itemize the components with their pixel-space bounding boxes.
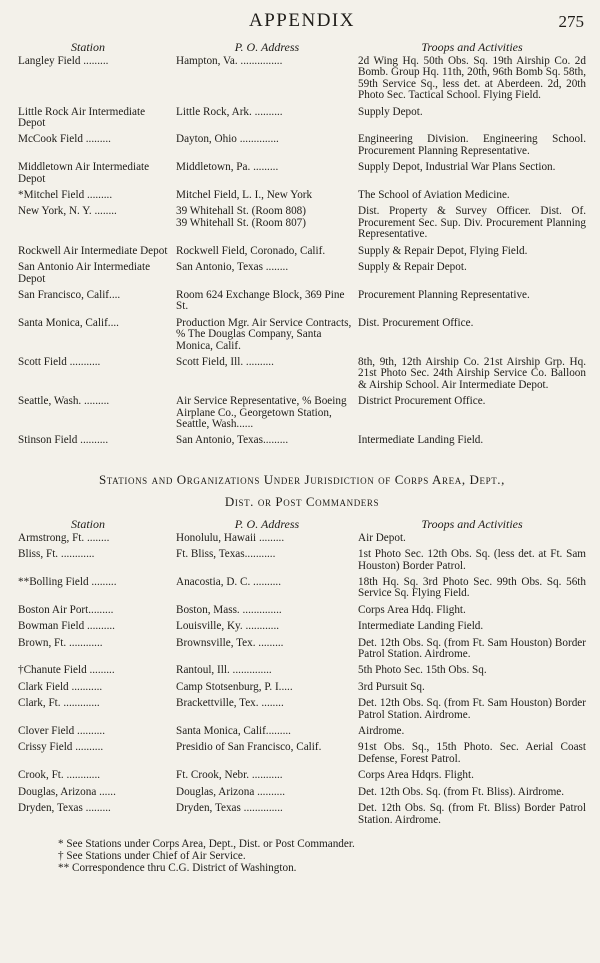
- activities-cell: Det. 12th Obs. Sq. (from Ft. Sam Houston) Border Patrol Station. Airdrome.: [358, 697, 586, 721]
- footnote: † See Stations under Chief of Air Service.: [58, 849, 246, 862]
- activities-cell: Supply & Repair Depot.: [358, 261, 467, 274]
- activities-cell: Procurement Planning Representative.: [358, 288, 530, 301]
- address-cell: Hampton, Va. ...............: [176, 55, 283, 67]
- address-cell: Honolulu, Hawaii .........: [176, 531, 285, 544]
- address-cell: Ft. Crook, Nebr. ...........: [176, 769, 283, 782]
- activities-cell: Corps Area Hdq. Flight.: [358, 603, 466, 616]
- address-cell: Brownsville, Tex. .........: [176, 636, 284, 649]
- activities-cell: Engineering Division. Engineering School. Procurement Planning Representative.: [358, 133, 586, 157]
- activities-cell: 5th Photo Sec. 15th Obs. Sq.: [358, 664, 487, 677]
- activities-cell: Intermediate Landing Field.: [358, 434, 484, 447]
- activities-cell: 18th Hq. Sq. 3rd Photo Sec. 99th Obs. Sq. 56th Service Sq. Flying Field.: [358, 576, 586, 600]
- station-cell: Boston Air Port.........: [18, 603, 114, 616]
- station-cell: Armstrong, Ft. ........: [18, 531, 110, 544]
- address-cell: Scott Field, Ill. ..........: [176, 355, 274, 368]
- activities-cell: 91st Obs. Sq., 15th Photo. Sec. Aerial Coast Defense, Forest Patrol.: [358, 741, 586, 765]
- activities-cell: Supply Depot, Industrial War Plans Section.: [358, 161, 556, 174]
- table-row: [18, 605, 586, 616]
- address-cell: Anacostia, D. C. ..........: [176, 576, 282, 588]
- address-cell: Room 624 Exchange Block, 369 Pine St.: [176, 288, 345, 313]
- activities-cell: Intermediate Landing Field.: [358, 620, 484, 633]
- address-cell: Presidio of San Francisco, Calif.: [176, 741, 322, 754]
- page-header: [18, 6, 586, 40]
- footnote: * See Stations under Corps Area, Dept., Dist. or Post Commander.: [58, 837, 355, 850]
- station-cell: McCook Field .........: [18, 133, 111, 146]
- table-row: [18, 56, 586, 102]
- activities-cell: District Procurement Office.: [358, 395, 486, 408]
- address-cell: Camp Stotsenburg, P. I.....: [176, 680, 293, 693]
- activities-cell: Det. 12th Obs. Sq. (from Ft. Bliss) Border Patrol Station. Airdrome.: [358, 802, 586, 826]
- station-cell: Crissy Field ..........: [18, 741, 104, 754]
- station-cell: Clover Field ..........: [18, 725, 106, 738]
- address-cell: San Antonio, Texas.........: [176, 434, 289, 447]
- table-row: [18, 357, 586, 391]
- section-title: [18, 469, 586, 513]
- table-row: [18, 682, 586, 693]
- station-cell: Rockwell Air Intermediate Depot: [18, 244, 168, 257]
- table-row: [18, 638, 586, 661]
- table-row: [18, 621, 586, 632]
- activities-cell: Dist. Property & Survey Officer. Dist. Of. Procurement Sec. Sup. Div. Procurement Planning Representative.: [358, 205, 586, 241]
- address-cell: Production Mgr. Air Service Contracts, % The Douglas Company, Santa Monica, Calif.: [176, 316, 352, 352]
- col-header-address: P. O. Address: [234, 516, 300, 531]
- station-cell: Bowman Field ..........: [18, 620, 115, 633]
- station-table-2: [18, 533, 586, 826]
- activities-cell: 2d Wing Hq. 50th Obs. Sq. 19th Airship Co. 2d Bomb. Group Hq. 11th, 20th, 96th Bomb Sq. 58th, 59th Service Sq., less det. at Aberdeen. 2d, 20th Photo Sec. Tactical School. Flying Field.: [358, 55, 586, 102]
- address-cell: Mitchel Field, L. I., New York: [176, 189, 313, 202]
- table-row: [18, 549, 586, 572]
- station-cell: *Mitchel Field .........: [18, 189, 113, 202]
- station-cell: Douglas, Arizona ......: [18, 785, 116, 798]
- station-cell: Little Rock Air Intermediate Depot: [18, 105, 146, 130]
- activities-cell: 8th, 9th, 12th Airship Co. 21st Airship Grp. Hq. 21st Photo Sec. 24th Airship Service Co. Balloon & Airship School. Air Intermediate Depot.: [358, 355, 586, 391]
- address-cell: San Antonio, Texas ........: [176, 261, 289, 274]
- table-row: [18, 770, 586, 781]
- table-row: [18, 698, 586, 721]
- col-header-station: Station: [70, 40, 105, 54]
- table-row: [18, 134, 586, 157]
- station-cell: †Chanute Field .........: [18, 664, 115, 677]
- footnote: ** Correspondence thru C.G. District of Washington.: [58, 861, 297, 874]
- address-cell: Dayton, Ohio ..............: [176, 133, 279, 146]
- address-cell: Dryden, Texas ..............: [176, 802, 283, 815]
- table-row: [18, 435, 586, 446]
- col-header-activities: Troops and Activities: [421, 40, 523, 54]
- address-cell: Santa Monica, Calif.........: [176, 725, 291, 738]
- station-cell: Stinson Field ..........: [18, 434, 109, 447]
- activities-cell: Supply Depot.: [358, 105, 423, 118]
- table-row: [18, 107, 586, 130]
- station-cell: **Bolling Field .........: [18, 576, 117, 588]
- table-row: [18, 726, 586, 737]
- table-row: [18, 742, 586, 765]
- section-title-line-2: Dist. or Post Commanders: [224, 493, 380, 509]
- table-row: [18, 206, 586, 240]
- table-row: [18, 396, 586, 430]
- activities-cell: The School of Aviation Medicine.: [358, 189, 510, 202]
- station-cell: Middletown Air Intermediate Depot: [18, 161, 150, 185]
- station-cell: Scott Field ...........: [18, 355, 101, 368]
- station-cell: Seattle, Wash. .........: [18, 395, 110, 408]
- table-row: [18, 665, 586, 676]
- table-row: [18, 318, 586, 352]
- activities-cell: Corps Area Hdqrs. Flight.: [358, 769, 474, 782]
- table-row: [18, 162, 586, 185]
- address-cell: Rantoul, Ill. ..............: [176, 664, 272, 677]
- station-cell: Clark, Ft. .............: [18, 697, 100, 710]
- activities-cell: 3rd Pursuit Sq.: [358, 680, 425, 693]
- address-cell: Middletown, Pa. .........: [176, 161, 279, 174]
- page-number: 275: [558, 12, 584, 31]
- station-cell: San Francisco, Calif....: [18, 288, 121, 301]
- table-row: [18, 246, 586, 257]
- address-cell: Louisville, Ky. ............: [176, 620, 280, 633]
- address-cell: Douglas, Arizona ..........: [176, 785, 286, 798]
- activities-cell: Dist. Procurement Office.: [358, 316, 474, 329]
- address-cell: Brackettville, Tex. ........: [176, 697, 284, 710]
- station-table-1: [18, 56, 586, 447]
- col-header-address: P. O. Address: [234, 40, 300, 54]
- address-cell: 39 Whitehall St. (Room 808) 39 Whitehall St. (Room 807): [176, 205, 306, 229]
- activities-cell: 1st Photo Sec. 12th Obs. Sq. (less det. at Ft. Sam Houston) Border Patrol.: [358, 548, 586, 572]
- table1-header: [18, 40, 586, 54]
- section-title-line-1: Stations and Organizations Under Jurisdiction of Corps Area, Dept.,: [98, 471, 506, 487]
- activities-cell: Airdrome.: [358, 725, 405, 738]
- table-row: [18, 190, 586, 201]
- activities-cell: Det. 12th Obs. Sq. (from Ft. Sam Houston) Border Patrol Station. Airdrome.: [358, 636, 586, 661]
- station-cell: Brown, Ft. ............: [18, 636, 103, 649]
- table-row: [18, 803, 586, 826]
- activities-cell: Air Depot.: [358, 531, 406, 544]
- table-row: [18, 262, 586, 285]
- col-header-station: Station: [70, 516, 105, 531]
- table-row: [18, 577, 586, 600]
- station-cell: Santa Monica, Calif....: [18, 316, 119, 329]
- col-header-activities: Troops and Activities: [421, 516, 523, 531]
- address-cell: Ft. Bliss, Texas...........: [176, 548, 276, 561]
- activities-cell: Det. 12th Obs. Sq. (from Ft. Bliss). Airdrome.: [358, 785, 565, 798]
- station-cell: San Antonio Air Intermediate Depot: [18, 261, 151, 285]
- station-cell: New York, N. Y. ........: [18, 205, 117, 218]
- activities-cell: Supply & Repair Depot, Flying Field.: [358, 244, 528, 257]
- address-cell: Rockwell Field, Coronado, Calif.: [176, 244, 326, 257]
- table-row: [18, 290, 586, 313]
- station-cell: Crook, Ft. ............: [18, 769, 101, 782]
- table-row: [18, 787, 586, 798]
- station-cell: Langley Field .........: [18, 55, 109, 67]
- station-cell: Bliss, Ft. ............: [18, 548, 95, 561]
- footnotes: [18, 838, 586, 874]
- station-cell: Clark Field ...........: [18, 680, 103, 693]
- table-row: [18, 533, 586, 544]
- page-title: APPENDIX: [249, 10, 355, 31]
- table2-header: [18, 517, 586, 531]
- station-cell: Dryden, Texas .........: [18, 802, 111, 815]
- address-cell: Little Rock, Ark. ..........: [176, 105, 283, 118]
- address-cell: Air Service Representative, % Boeing Airplane Co., Georgetown Station, Seattle, Wash......: [176, 395, 347, 430]
- address-cell: Boston, Mass. ..............: [176, 603, 282, 616]
